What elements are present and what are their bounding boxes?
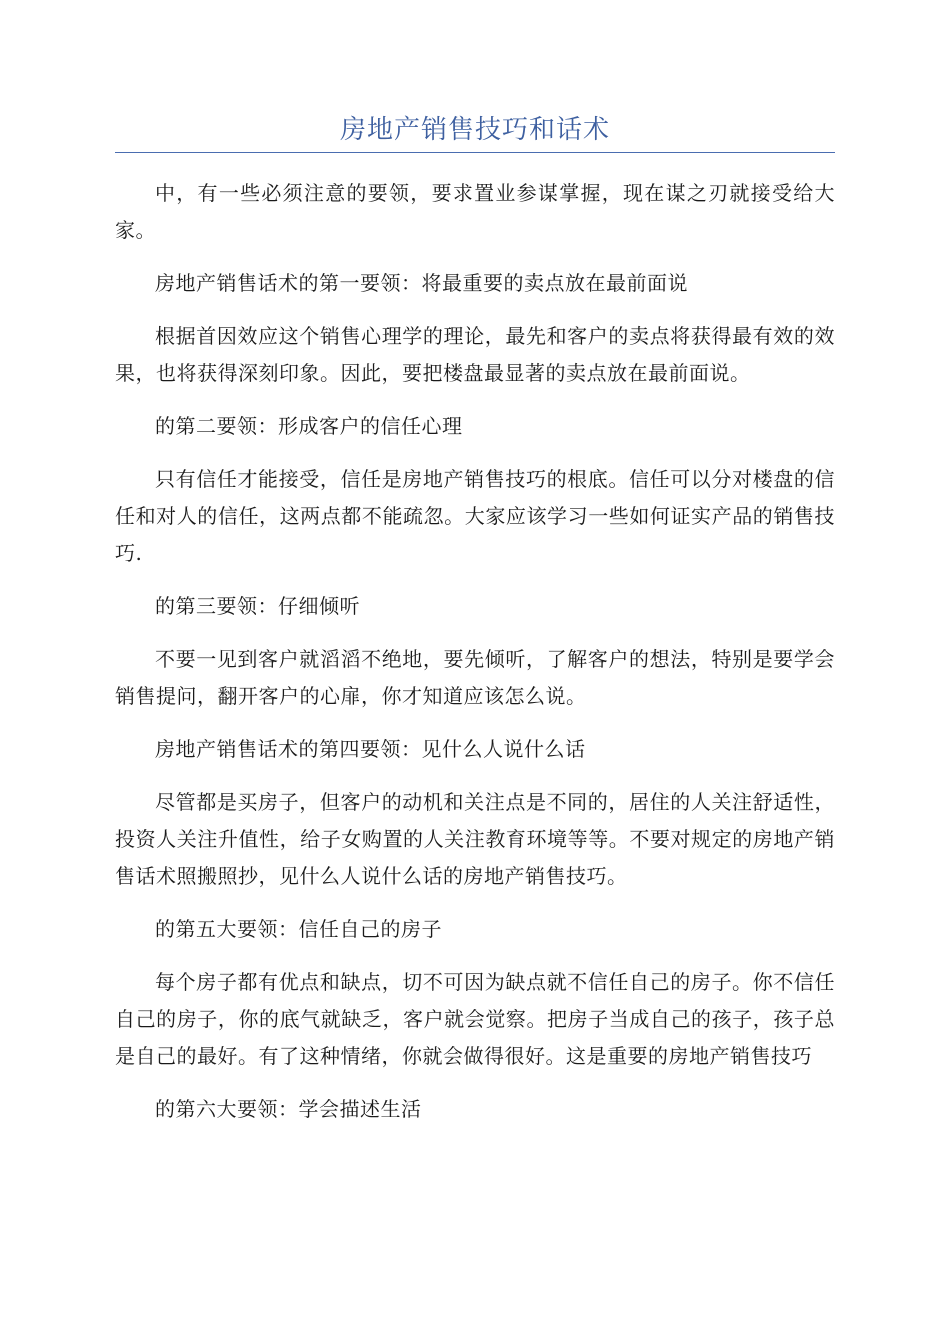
- document-body: [115, 175, 835, 1144]
- paragraph-intro: 中，有一些必须注意的要领，要求置业参谋掌握，现在谋之刃就接受给大家。: [115, 181, 835, 242]
- title-underline: [115, 152, 835, 153]
- heading-point-3: 的第三要领：仔细倾听: [155, 594, 360, 618]
- paragraph-point-5: 每个房子都有优点和缺点，切不可因为缺点就不信任自己的房子。你不信任自己的房子，你的底气就缺乏，客户就会觉察。把房子当成自己的孩子，孩子总是自己的最好。有了这种情绪，你就会做得很好。这是重要的房地产销售技巧: [115, 970, 835, 1068]
- paragraph-point-3: 不要一见到客户就滔滔不绝地，要先倾听，了解客户的想法，特别是要学会销售提问，翻开客户的心扉，你才知道应该怎么说。: [115, 647, 835, 708]
- heading-point-4: 房地产销售话术的第四要领：见什么人说什么话: [155, 737, 586, 761]
- paragraph-point-1: 根据首因效应这个销售心理学的理论，最先和客户的卖点将获得最有效的效果，也将获得深刻印象。因此，要把楼盘最显著的卖点放在最前面说。: [115, 324, 835, 385]
- heading-point-1: 房地产销售话术的第一要领：将最重要的卖点放在最前面说: [155, 271, 688, 295]
- heading-point-2: 的第二要领：形成客户的信任心理: [155, 414, 463, 438]
- heading-point-6: 的第六大要领：学会描述生活: [155, 1097, 422, 1121]
- heading-point-5: 的第五大要领：信任自己的房子: [155, 917, 442, 941]
- paragraph-point-4: 尽管都是买房子，但客户的动机和关注点是不同的，居住的人关注舒适性，投资人关注升值性，给子女购置的人关注教育环境等等。不要对规定的房地产销售话术照搬照抄，见什么人说什么话的房地产销售技巧。: [115, 790, 835, 888]
- document-title: 房地产销售技巧和话术: [339, 115, 610, 145]
- paragraph-point-2: 只有信任才能接受，信任是房地产销售技巧的根底。信任可以分对楼盘的信任和对人的信任，这两点都不能疏忽。大家应该学习一些如何证实产品的销售技巧.: [115, 467, 835, 565]
